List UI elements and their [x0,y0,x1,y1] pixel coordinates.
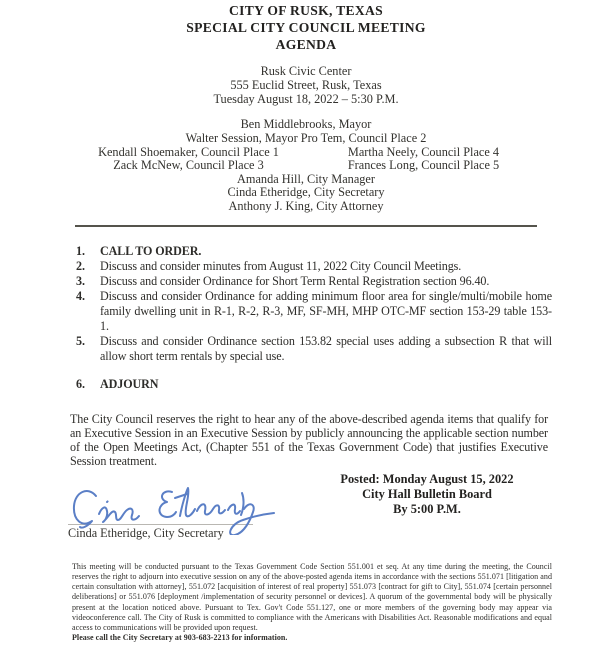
footer-paragraph: This meeting will be conducted pursuant to the Texas Government Code Section 551.001 et seq. At any time during the meeting, the Council reserves the right to adjourn into executive session on any of the above-posted agenda items in accordance with the sections 551.071 [litigation and certain consultation with attorney], 551.072 [acquisition of interest of real property] 551.073 [contract for gift to City], 551.074 [certain personnel deliberations] or 551.076 [deployment /implementation of security personnel or devices]. A quorum of the governmental body will be physically present at the location noticed above. Pursuant to Tex. Gov't Code 551.127, one or more members of the governing body may appear via videoconference call. The City of Rusk is committed to compliance with the Americans with Disabilities Act. Reasonable modifications and equal access to communications will be provided upon request. [72,561,552,632]
agenda-item [76,259,552,274]
posted-block [322,472,532,517]
official-line: Amanda Hill, City Manager [237,171,375,186]
agenda-item-number: 4. [76,288,85,303]
official-line: Walter Session, Mayor Pro Tem, Council Place 2 [185,130,427,145]
official-line: Anthony J. King, City Attorney [228,198,384,213]
meeting-info-line: Rusk Civic Center [260,64,352,78]
official-line: Cinda Etheridge, City Secretary [227,185,385,200]
signature-typed-name: Cinda Etheridge, City Secretary [68,524,253,541]
official-right: Frances Long, Council Place 5 [347,158,500,173]
footer-fine-print [0,562,612,644]
agenda-item-number: 5. [76,333,85,348]
posted-signature-region [0,469,612,562]
officials-list [0,118,612,213]
document-header [0,2,612,53]
agenda-item-text: CALL TO ORDER. [100,243,202,258]
agenda-item [76,289,552,334]
official-left: Kendall Shoemaker, Council Place 1 [98,144,279,159]
header-title-line: SPECIAL CITY COUNCIL MEETING [186,20,426,35]
official-left: Zack McNew, Council Place 3 [113,158,264,173]
agenda-item [76,244,552,259]
official-line: Ben Middlebrooks, Mayor [240,117,372,132]
header-title-line: CITY OF RUSK, TEXAS [228,3,383,18]
meeting-info-line: Tuesday August 18, 2022 – 5:30 P.M. [213,91,399,106]
posted-line: By 5:00 P.M. [393,501,461,516]
official-right: Martha Neely, Council Place 4 [347,144,500,159]
agenda-item-number: 1. [76,243,85,258]
agenda-item-text: Discuss and consider Ordinance for adding minimum floor area for single/multi/mobile home family dwelling unit in R-1, R-2, R-3, MF, SF-MH, MHP OTC-MF section 153-29 table 153-1. [100,288,552,333]
agenda-item-text: Discuss and consider Ordinance for Short Term Rental Registration section 96.40. [100,273,490,288]
agenda-item-text: Discuss and consider Ordinance section 153.82 special uses adding a subsection R that will allow short term rentals by special use. [100,333,552,363]
officials-column-row [71,159,541,173]
meeting-info [0,65,612,106]
agenda-item-number: 3. [76,273,85,288]
agenda-item [76,274,552,289]
header-title-line: AGENDA [275,37,337,52]
signature-block [68,483,253,541]
footer-contact-line: Please call the City Secretary at 903-683-2213 for information. [72,633,288,643]
section-divider [75,225,537,227]
agenda-item-text: ADJOURN [100,376,159,391]
agenda-item-adjourn [76,377,552,392]
posted-line: City Hall Bulletin Board [362,486,492,501]
agenda-item-text: Discuss and consider minutes from August 11, 2022 City Council Meetings. [100,258,462,273]
executive-session-notice: The City Council reserves the right to hear any of the above-described agenda items that qualify for an Executive Session in an Executive Session by publicly announcing the applicable section number of the Open Meetings Act, (Chapter 551 of the Texas Government Code) that justifies Executive Session treatment. [70,411,548,469]
posted-line: Posted: Monday August 15, 2022 [340,471,514,486]
agenda-item-number: 2. [76,258,85,273]
meeting-info-line: 555 Euclid Street, Rusk, Texas [230,77,382,92]
agenda-item-number: 6. [76,376,85,391]
agenda-list [0,244,612,392]
agenda-item [76,334,552,364]
officials-column-row [71,146,541,160]
